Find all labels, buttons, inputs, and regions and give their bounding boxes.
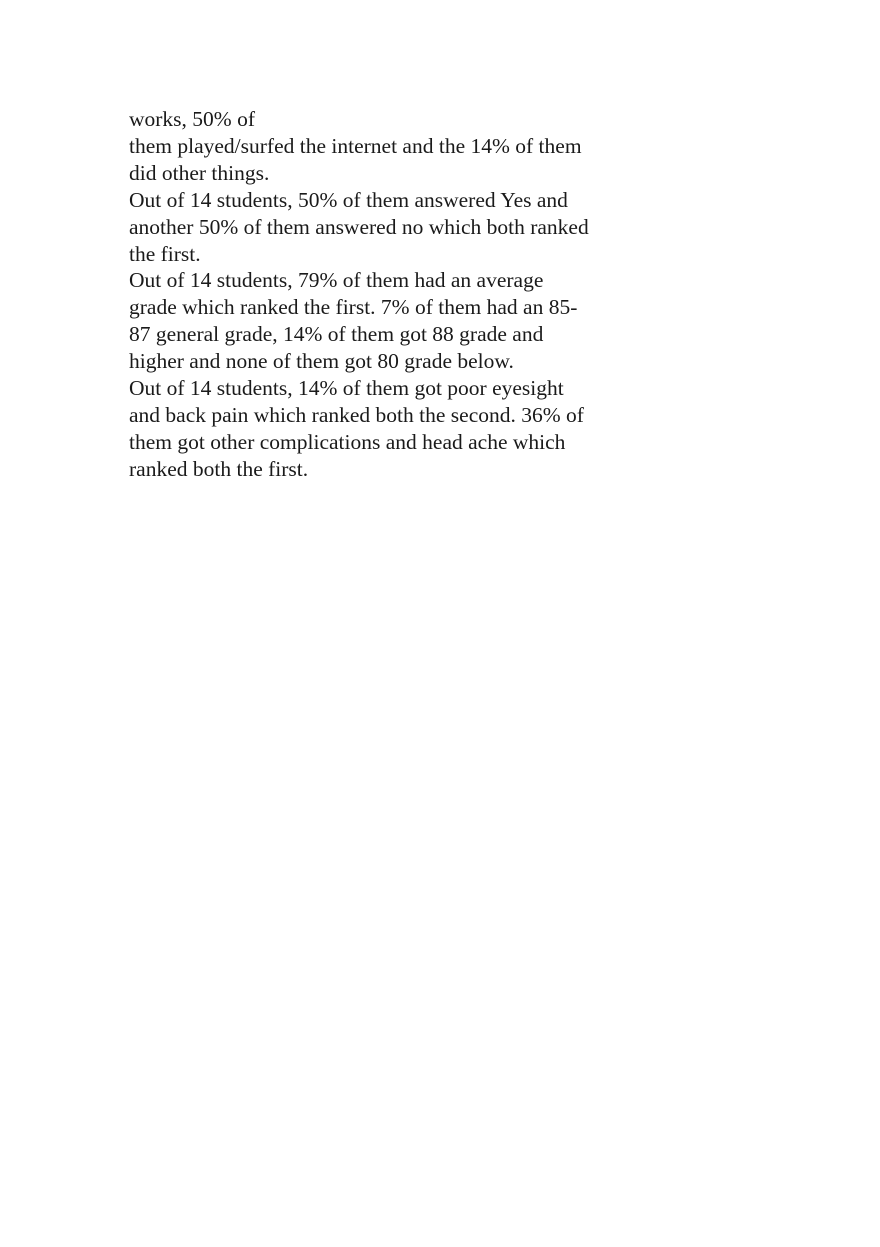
- text-line: another 50% of them answered no which both ranked: [129, 214, 589, 239]
- text-line: Out of 14 students, 79% of them had an average: [129, 268, 544, 293]
- text-line: them got other complications and head ache which: [129, 429, 566, 454]
- text-line: Out of 14 students, 14% of them got poor eyesight: [129, 376, 564, 401]
- text-line: Out of 14 students, 50% of them answered Yes and: [129, 187, 568, 212]
- text-line: did other things.: [129, 160, 270, 185]
- text-line: higher and none of them got 80 grade below.: [129, 349, 514, 374]
- text-line: grade which ranked the first. 7% of them had an 85-: [129, 295, 578, 320]
- text-line: ranked both the first.: [129, 456, 309, 481]
- body-text: [129, 106, 629, 483]
- text-line: 87 general grade, 14% of them got 88 grade and: [129, 322, 544, 347]
- text-line: the first.: [129, 241, 201, 266]
- text-line: works, 50% of: [129, 107, 255, 131]
- text-line: them played/surfed the internet and the 14% of them: [129, 133, 582, 158]
- text-line: and back pain which ranked both the second. 36% of: [129, 402, 584, 427]
